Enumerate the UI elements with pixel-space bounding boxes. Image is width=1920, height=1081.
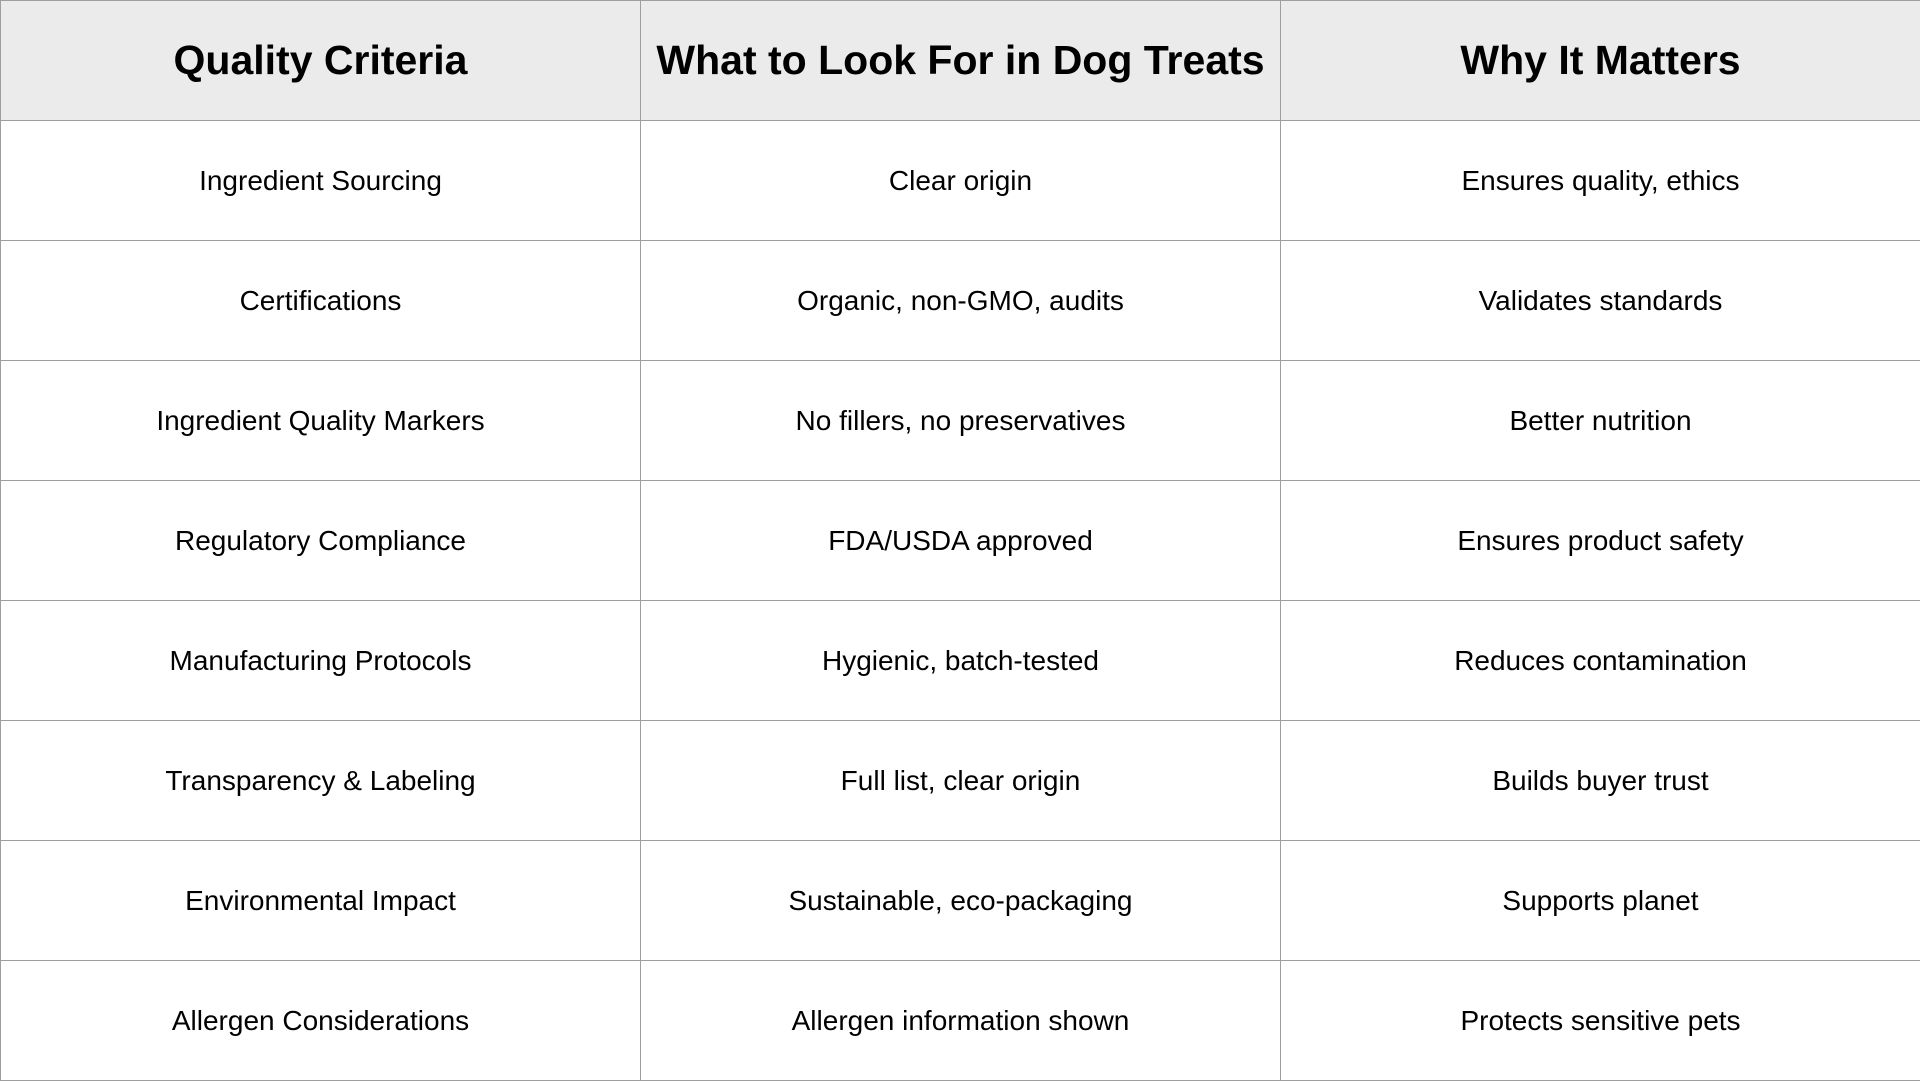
cell-why: Reduces contamination xyxy=(1281,601,1920,721)
cell-criteria: Ingredient Sourcing xyxy=(1,121,641,241)
cell-criteria: Regulatory Compliance xyxy=(1,481,641,601)
table-row xyxy=(1,601,1920,721)
table-row xyxy=(1,241,1920,361)
cell-look-for: Clear origin xyxy=(641,121,1281,241)
cell-why: Builds buyer trust xyxy=(1281,721,1920,841)
cell-why: Ensures product safety xyxy=(1281,481,1920,601)
cell-criteria: Allergen Considerations xyxy=(1,961,641,1081)
cell-look-for: Hygienic, batch-tested xyxy=(641,601,1281,721)
table-row xyxy=(1,121,1920,241)
header-quality-criteria: Quality Criteria xyxy=(1,1,641,121)
cell-look-for: FDA/USDA approved xyxy=(641,481,1281,601)
cell-why: Supports planet xyxy=(1281,841,1920,961)
cell-why: Better nutrition xyxy=(1281,361,1920,481)
cell-why: Ensures quality, ethics xyxy=(1281,121,1920,241)
table-row xyxy=(1,841,1920,961)
cell-look-for: No fillers, no preservatives xyxy=(641,361,1281,481)
table-header-row xyxy=(1,1,1920,121)
cell-criteria: Manufacturing Protocols xyxy=(1,601,641,721)
cell-criteria: Ingredient Quality Markers xyxy=(1,361,641,481)
cell-criteria: Transparency & Labeling xyxy=(1,721,641,841)
table-row xyxy=(1,481,1920,601)
cell-look-for: Allergen information shown xyxy=(641,961,1281,1081)
cell-criteria: Environmental Impact xyxy=(1,841,641,961)
cell-look-for: Full list, clear origin xyxy=(641,721,1281,841)
table-row xyxy=(1,961,1920,1081)
header-what-to-look-for: What to Look For in Dog Treats xyxy=(641,1,1281,121)
table-row xyxy=(1,721,1920,841)
header-why-it-matters: Why It Matters xyxy=(1281,1,1920,121)
cell-look-for: Sustainable, eco-packaging xyxy=(641,841,1281,961)
cell-look-for: Organic, non-GMO, audits xyxy=(641,241,1281,361)
cell-why: Validates standards xyxy=(1281,241,1920,361)
cell-criteria: Certifications xyxy=(1,241,641,361)
cell-why: Protects sensitive pets xyxy=(1281,961,1920,1081)
table-row xyxy=(1,361,1920,481)
